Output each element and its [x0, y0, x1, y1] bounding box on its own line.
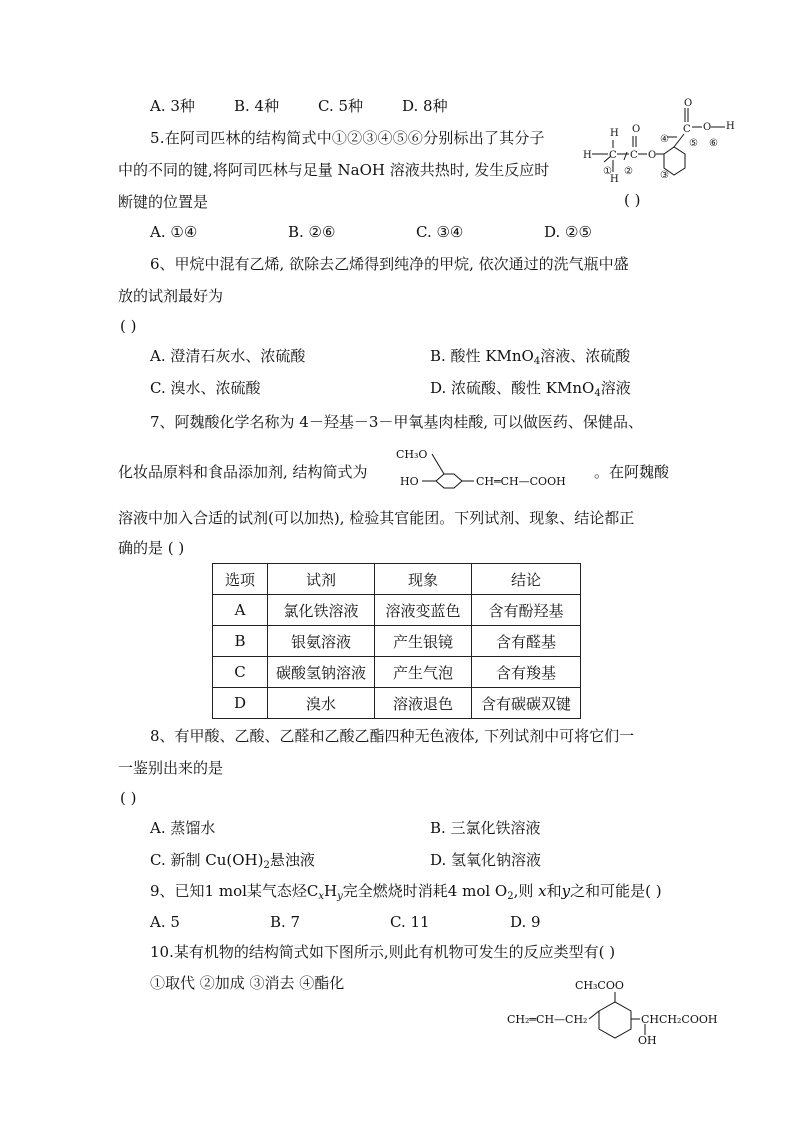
q4-option-b: B. 4种 [234, 97, 280, 115]
q7-line1: 7、阿魏酸化学名称为 4－羟基－3－甲氧基肉桂酸, 可以做医药、保健品、 [150, 413, 643, 431]
q5-option-c: C. ③④ [416, 223, 464, 241]
table-row [213, 657, 581, 688]
q5-line2: 中的不同的键,将阿司匹林与足量 NaOH 溶液共热时, 发生反应时 [118, 161, 550, 179]
table-header-cell: 选项 [213, 564, 268, 595]
table-cell: 溴水 [268, 688, 375, 719]
table-cell: 含有酚羟基 [472, 595, 581, 626]
q6-answer-paren: ( ) [120, 317, 137, 335]
struct-label-ho: HO [400, 475, 419, 488]
q10-structure [505, 975, 720, 1050]
struct-atom: O [703, 122, 712, 133]
q4-option-a: A. 3种 [150, 97, 195, 115]
table-cell: 银氨溶液 [268, 626, 375, 657]
table-cell: D [213, 688, 268, 719]
table-row [213, 626, 581, 657]
table-header-cell: 结论 [472, 564, 581, 595]
table-cell: 含有碳碳双键 [472, 688, 581, 719]
q6-line1: 6、甲烷中混有乙烯, 欲除去乙烯得到纯净的甲烷, 依次通过的洗气瓶中盛 [150, 255, 629, 273]
q7-line2-post: 。在阿魏酸 [594, 463, 670, 481]
q8-line1: 8、有甲酸、乙酸、乙醛和乙酸乙酯四种无色液体, 下列试剂中可将它们一 [150, 727, 635, 745]
struct-label-chain: CHCH₂COOH [641, 1013, 718, 1026]
struct-atom: H [583, 150, 592, 161]
table-cell: 碳酸氢钠溶液 [268, 657, 375, 688]
table-row [213, 595, 581, 626]
q5-answer-paren: ( ) [624, 191, 641, 209]
q7-table [212, 563, 581, 719]
table-cell: 含有羧基 [472, 657, 581, 688]
table-row [213, 688, 581, 719]
q7-line4: 确的是 ( ) [118, 539, 185, 557]
q9-option-a: A. 5 [150, 913, 180, 931]
q8-option-d: D. 氢氧化钠溶液 [430, 851, 542, 869]
q7-line3: 溶液中加入合适的试剂(可以加热), 检验其官能团。下列试剂、现象、结论都正 [118, 509, 635, 527]
q5-option-a: A. ①④ [150, 223, 198, 241]
q8-answer-paren: ( ) [120, 789, 137, 807]
struct-atom: O [632, 124, 641, 135]
q9-option-b: B. 7 [270, 913, 301, 931]
q8-line2: 一鉴别出来的是 [118, 759, 224, 777]
struct-label-allyl: CH₂═CH—CH₂ [507, 1013, 588, 1026]
table-cell: 溶液退色 [375, 688, 472, 719]
bond-mark-2: ② [624, 166, 633, 177]
q10-line2: ①取代 ②加成 ③消去 ④酯化 [150, 974, 345, 992]
q9-option-c: C. 11 [390, 913, 430, 931]
q5-option-d: D. ②⑤ [544, 223, 592, 241]
bond-mark-1: ① [603, 166, 612, 177]
struct-atom: C [630, 150, 638, 161]
struct-label-ch3o: CH₃O [396, 448, 428, 461]
q5-option-b: B. ②⑥ [288, 223, 336, 241]
table-cell: C [213, 657, 268, 688]
struct-label-acetoxy: CH₃COO [575, 979, 624, 992]
struct-label-oh: OH [638, 1034, 657, 1047]
table-header-cell: 试剂 [268, 564, 375, 595]
struct-atom: O [684, 98, 693, 109]
bond-mark-6: ⑥ [709, 138, 718, 149]
table-cell: 产生银镜 [375, 626, 472, 657]
table-cell: B [213, 626, 268, 657]
q10-line1: 10.某有机物的结构简式如下图所示,则此有机物可发生的反应类型有( ) [150, 943, 616, 961]
q6-line2: 放的试剂最好为 [118, 287, 224, 305]
q8-option-a: A. 蒸馏水 [150, 819, 216, 837]
struct-atom: H [610, 128, 619, 139]
bond-mark-3: ③ [660, 170, 669, 181]
q8-option-c: C. 新制 $Cu(OH)_2$悬浊液 [150, 851, 315, 871]
q4-option-c: C. 5种 [318, 97, 364, 115]
q8-option-b: B. 三氯化铁溶液 [430, 819, 541, 837]
table-cell: A [213, 595, 268, 626]
q9-option-d: D. 9 [510, 913, 541, 931]
bond-mark-5: ⑤ [689, 138, 698, 149]
struct-label-chain: CH═CH—COOH [476, 475, 566, 488]
bond-mark-4: ④ [660, 134, 669, 145]
q6-option-a: A. 澄清石灰水、浓硫酸 [150, 347, 306, 365]
q6-option-d: D. 浓硫酸、酸性 KMnO$_4$溶液 [430, 379, 631, 399]
q5-line3: 断键的位置是 [118, 193, 209, 211]
q6-option-c: C. 溴水、浓硫酸 [150, 379, 261, 397]
struct-atom: C [683, 124, 691, 135]
q9-line1: 9、已知1 mol某气态烃$C_xH_y$完全燃烧时消耗4 mol $O_2$,则 x和y之和可能是( ) [150, 882, 662, 902]
table-header-row [213, 564, 581, 595]
q6-option-b: B. 酸性 KMnO$_4$溶液、浓硫酸 [430, 347, 631, 367]
q5-line1: 5.在阿司匹林的结构简式中①②③④⑤⑥分别标出了其分子 [150, 129, 545, 147]
table-cell: 产生气泡 [375, 657, 472, 688]
struct-atom: O [648, 150, 657, 161]
table-cell: 氯化铁溶液 [268, 595, 375, 626]
struct-atom: C [609, 150, 617, 161]
ferulic-acid-structure [392, 440, 592, 490]
struct-atom: H [610, 174, 619, 185]
struct-atom: H [726, 121, 735, 132]
table-cell: 溶液变蓝色 [375, 595, 472, 626]
aspirin-structure [580, 96, 750, 188]
table-cell: 含有醛基 [472, 626, 581, 657]
q7-line2-pre: 化妆品原料和食品添加剂, 结构简式为 [118, 463, 368, 481]
table-header-cell: 现象 [375, 564, 472, 595]
q4-option-d: D. 8种 [402, 97, 448, 115]
